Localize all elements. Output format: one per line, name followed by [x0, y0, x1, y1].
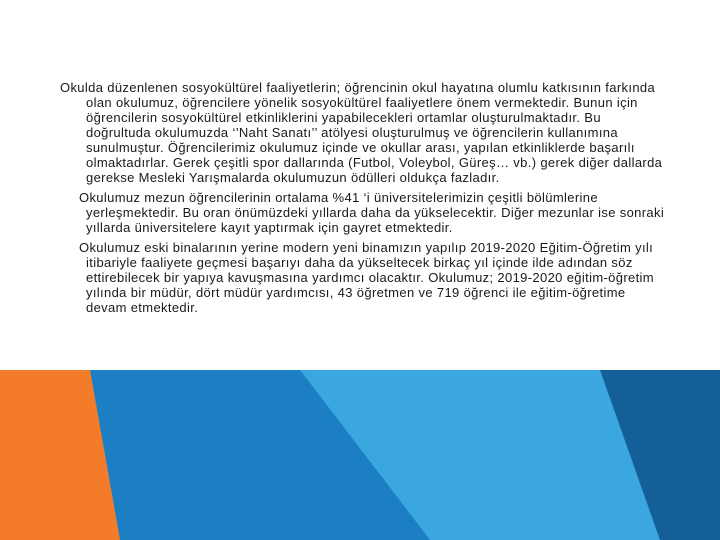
body-text — [60, 80, 666, 315]
paragraph-text: Okulumuz mezun öğrencilerinin ortalama %41 ‘i üniversitelerimizin çeşitli bölümlerine yerleşmektedir. Bu oran önümüzdeki yıllarda daha da yükselecektir. Diğer mezunlar ise sonraki yıllarda üniversitelere kayıt yaptırmak için gayret etmektedir. — [79, 190, 665, 235]
decorative-footer — [0, 370, 720, 540]
paragraph-text: Okulda düzenlenen sosyokültürel faaliyetlerin; öğrencinin okul hayatına olumlu katkısının farkında olan okulumuz, öğrencilere yönelik sosyokültürel faaliyetlere önem vermektedir. Bunun için öğrencilerin sosyokültürel etkinliklerini yapabilecekleri ortamlar oluşturulmaktadır. Bu doğrultuda okulumuzda ‘’Naht Sanatı’’ atölyesi oluşturulmuş ve öğrencilerin kullanımına sunulmuştur. Öğrencilerimiz okulumuz içinde ve okullar arası, yapılan etkinliklerde başarılı olmaktadırlar. Gerek çeşitli spor dallarında (Futbol, Voleybol, Güreş… vb.) gerek diğer dallarda gerekse Mesleki Yarışmalarda okulumuzun ödülleri oldukça fazladır. — [60, 80, 663, 185]
paragraph-graduates — [60, 190, 666, 235]
paragraph-new-building — [60, 240, 666, 315]
paragraph-social-activities — [60, 80, 666, 185]
paragraph-text: Okulumuz eski binalarının yerine modern yeni binamızın yapılıp 2019-2020 Eğitim-Öğretim yılı itibariyle faaliyete geçmesi başarıyı daha da yükseltecek birkaç yıl içinde ilde adından söz ettirebilecek bir yapıya kavuşmasına yardımcı olacaktır. Okulumuz; 2019-2020 eğitim-öğretim yılında bir müdür, dört müdür yardımcısı, 43 öğretmen ve 719 öğrenci ile eğitim-öğretime devam etmektedir. — [79, 240, 654, 315]
